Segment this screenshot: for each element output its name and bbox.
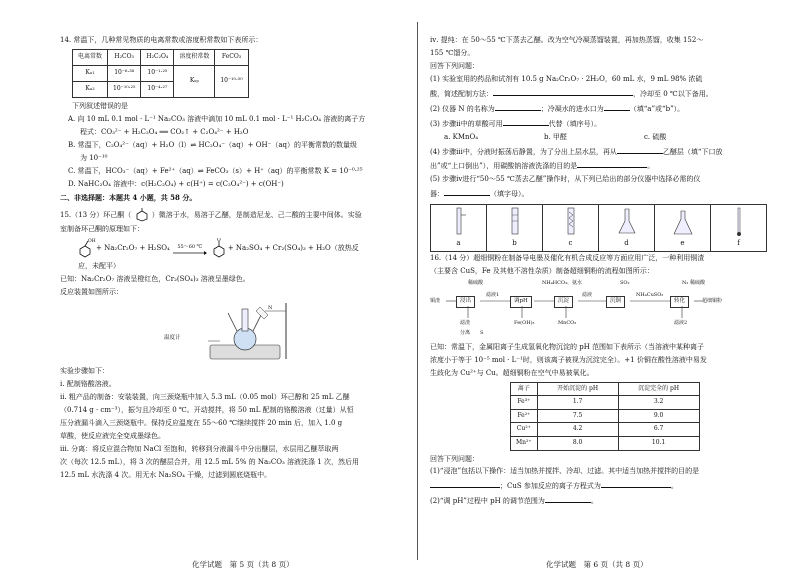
answer-blank[interactable] bbox=[617, 146, 663, 154]
question-4 bbox=[430, 146, 770, 158]
answer-blank[interactable] bbox=[577, 160, 647, 168]
table-cell: H₂CO₃ bbox=[108, 49, 141, 65]
step-3-cont: 12.5 mL 水洗涤 4 次。用无水 Na₂SO₄ 干燥，过滤到圆底烧瓶中。 bbox=[60, 470, 272, 479]
q-text: 代替（填序号）。 bbox=[548, 119, 602, 128]
q-text: （填“a”或“b”）。 bbox=[629, 104, 685, 113]
q-text: （填字母）。 bbox=[490, 190, 529, 199]
reaction-apparatus-icon bbox=[190, 301, 310, 363]
question-3-options bbox=[430, 133, 770, 143]
flow-label: 分离 bbox=[460, 330, 471, 337]
table-cell: Kₛₚ bbox=[174, 65, 215, 97]
flow-label: 铜渣 bbox=[430, 298, 441, 305]
flow-label: MnCO₃ bbox=[558, 320, 577, 327]
instrument-d bbox=[599, 205, 655, 251]
q16-known-cont: 浓度小于等于 10⁻⁵ mol · L⁻¹时，则该离子被视为沉淀完全）。+1 价铜在酸性溶液中易发 bbox=[430, 356, 707, 365]
q16-intro-cont: （主要含 CuS，Fe 及其他不溶性杂质）制备超细铜粉的流程如图所示： bbox=[430, 267, 654, 276]
q15-intro-part: 15.（13 分）环己酮（ bbox=[60, 211, 132, 220]
option-a: A. 向 10 mL 0.1 mol · L⁻¹ Na₂CO₃ 溶液中滴加 10 mL 0.1 mol · L⁻¹ H₂C₂O₄ 溶液的离子方 bbox=[68, 114, 366, 123]
q14-table bbox=[72, 49, 249, 98]
cyclohexanone-product-icon bbox=[210, 238, 228, 260]
svg-text:N: N bbox=[268, 305, 273, 312]
question-5-cont bbox=[430, 188, 770, 200]
flow-label: 滤渣 bbox=[460, 320, 471, 327]
thermometer-label: 温度计 bbox=[164, 335, 181, 342]
table-cell: 10⁻¹⁰·⁵⁰ bbox=[215, 65, 248, 97]
option: c. 硫酸 bbox=[644, 132, 667, 141]
q16-answer-heading: 回答下列问题： bbox=[430, 454, 479, 463]
q16-question-1-cont bbox=[430, 480, 770, 492]
option-a-cont: 程式：CO₃²⁻ + H₂C₂O₄ ══ CO₂↑ + C₂O₄²⁻ + H₂O bbox=[80, 127, 249, 136]
reaction-equation bbox=[74, 238, 400, 260]
step-2-cont: 压分液漏斗滴入三颈烧瓶中。保持反应温度在 55～60 ℃继续搅拌 20 min 后，加入 1.0 g bbox=[60, 418, 343, 427]
instrument-label: a bbox=[456, 239, 461, 248]
column-icon bbox=[506, 207, 524, 237]
instrument-c bbox=[543, 205, 599, 251]
instrument-a bbox=[431, 205, 487, 251]
answer-blank[interactable] bbox=[503, 118, 549, 126]
table-cell: 10⁻¹·²⁵ bbox=[141, 65, 174, 81]
q-text: ；CuS 参加反应的离子方程式为 bbox=[500, 482, 601, 491]
instrument-label: e bbox=[680, 239, 685, 248]
table-row bbox=[511, 409, 700, 423]
answer-blank[interactable] bbox=[545, 495, 591, 503]
q-text: (2) 仪器 N 的名称为 bbox=[430, 104, 495, 113]
q15-intro-cont: 室制备环己酮的原理如下： bbox=[60, 225, 144, 234]
instrument-label: c bbox=[568, 239, 573, 248]
arrow-icon bbox=[173, 251, 207, 255]
table-header: 沉淀完全的 pH bbox=[618, 382, 699, 396]
q-text: 出”或“上口倒出”），用碳酸钠溶液洗涤的目的是 bbox=[430, 162, 578, 171]
process-flowchart bbox=[430, 280, 770, 340]
table-cell: H₂C₂O₄ bbox=[141, 49, 174, 65]
q16-question-2 bbox=[430, 495, 770, 507]
flow-label: N₂ 稀硫酸 bbox=[682, 280, 705, 287]
q-text: 乙醚层（填“下口放 bbox=[662, 147, 723, 156]
table-cell: 9.0 bbox=[618, 409, 699, 423]
table-cell: 1.7 bbox=[537, 396, 618, 410]
q-text: ，冷却至 0 ℃以下备用。 bbox=[633, 89, 713, 98]
svg-text:OH: OH bbox=[88, 239, 96, 245]
question-1: (1) 实验室用的药品和试剂有 10.5 g Na₂Cr₂O₇ · 2H₂O，60 mL 水，9 mL 98% 浓硫 bbox=[430, 74, 703, 83]
known-info: 已知：Na₂Cr₂O₇ 溶液呈橙红色，Cr₂(SO₄)₃ 溶液呈墨绿色。 bbox=[60, 275, 250, 284]
q16-known: 已知：常温下，金属阳离子生成氢氧化物沉淀的 pH 范围如下表所示（当溶液中某种离子 bbox=[430, 343, 705, 352]
svg-text:O: O bbox=[216, 238, 221, 244]
question-1-cont bbox=[430, 88, 770, 100]
table-cell: 10.1 bbox=[618, 437, 699, 451]
setup-caption: 反应装置如图所示： bbox=[60, 288, 123, 297]
adapter-flask-icon bbox=[616, 207, 638, 237]
steps-heading: 实验步骤如下： bbox=[60, 367, 109, 376]
instrument-label: d bbox=[624, 239, 629, 248]
q16-known-cont: 生歧化为 Cu²⁺与 Cu。超细铜粉在空气中易被氧化。 bbox=[430, 369, 594, 377]
table-header: 开始沉淀的 pH bbox=[537, 382, 618, 396]
q-text: 。 bbox=[590, 497, 598, 506]
flow-label: 超细铜粉 bbox=[702, 298, 723, 305]
answer-blank[interactable] bbox=[444, 188, 490, 196]
reaction-arrow bbox=[173, 244, 207, 255]
table-cell: 7.5 bbox=[537, 409, 618, 423]
step-2-cont: 草酸，使反应液完全变成墨绿色。 bbox=[60, 431, 165, 440]
flow-step: 沉铜 bbox=[606, 296, 625, 308]
q16-intro: 16.（14 分）超细铜粉在制备导电墨及催化有机合成反应等方面应用广泛，一种利用铜渣 bbox=[430, 254, 705, 263]
answer-blank[interactable] bbox=[430, 480, 500, 488]
q15-intro bbox=[60, 208, 400, 222]
flow-step: 浸出 bbox=[456, 296, 475, 308]
q-text: (2)“调 pH”过程中 pH 的调节范围为 bbox=[430, 497, 545, 506]
reaction-note: 应，未配平） bbox=[78, 262, 120, 271]
step-3: ⅲ. 分离：将反应混合物加 NaCl 至饱和，转移到分液漏斗中分出醚层，水层用乙醚萃取两 bbox=[60, 444, 339, 453]
cyclohexanol-icon bbox=[74, 238, 96, 260]
q15-intro-part: ）微溶于水，易溶于乙醚，是制造尼龙、己二酸的主要中间体。实验 bbox=[151, 211, 362, 220]
apparatus-figure bbox=[164, 301, 310, 363]
condenser-icon bbox=[450, 207, 468, 237]
table-cell: 10⁻¹⁰·²⁵ bbox=[108, 81, 141, 97]
flow-step: 调pH bbox=[510, 296, 532, 308]
step-4: ⅳ. 提纯：在 50～55 ℃下蒸去乙醚。改为空气冷凝蒸馏装置，再加热蒸馏，收集 152～ bbox=[430, 36, 704, 44]
reaction-condition: 55～60 ℃ bbox=[177, 243, 203, 250]
q16-question-1: (1)“浸泡”包括以下操作：适当加热并搅拌、冷却、过滤。其中适当加热并搅拌的目的是 bbox=[430, 467, 700, 476]
option-c: C. 常温下，HCO₃⁻（aq）+ Fe²⁺（aq）⇌ FeCO₃（s）+ H⁺（aq）的平衡常数 K = 10⁻⁰·²⁵ bbox=[68, 166, 363, 175]
question-2 bbox=[430, 103, 770, 115]
table-cell: 溶度积常数 bbox=[174, 49, 215, 65]
flow-step: 沉淀 bbox=[554, 296, 573, 308]
instrument-b bbox=[487, 205, 543, 251]
step-2: ⅱ. 粗产品的制备：安装装置，向三颈烧瓶中加入 5.3 mL（0.05 mol）环己醇和 25 mL 乙醚 bbox=[60, 393, 350, 402]
table-cell: Kₐ₂ bbox=[73, 81, 108, 97]
q14-prompt: 下列叙述错误的是 bbox=[72, 101, 128, 110]
flow-label: 稀硫酸 bbox=[468, 280, 484, 287]
answer-blank[interactable] bbox=[493, 88, 563, 96]
q-text: ；冷凝水的进水口为 bbox=[540, 104, 604, 113]
step-3-cont: 次（每次 12.5 mL），将 3 次的醚层合并，用 12.5 mL 5% 的 Na₂CO₃ 溶液洗涤 1 次，然后用 bbox=[60, 457, 359, 466]
flow-label: Fe(OH)₃ bbox=[514, 320, 535, 327]
flow-label: 滤液1 bbox=[486, 292, 500, 299]
q-text: (4) 步骤ⅲ中，分液时振荡后静置，为了分出上层水层，再从 bbox=[430, 147, 617, 156]
table-row bbox=[511, 437, 700, 451]
flow-label: SO₂ bbox=[620, 280, 630, 287]
option-d: D. NaHC₂O₄ 溶液中：c(H₂C₂O₄) + c(H⁺) = c(C₂O₄²⁻) + c(OH⁻) bbox=[68, 179, 284, 188]
table-cell: 4.2 bbox=[537, 423, 618, 437]
conical-flask-icon bbox=[672, 207, 694, 237]
answer-blank[interactable] bbox=[604, 103, 630, 111]
q-text: (3) 步骤ⅱ中的草酸可用 bbox=[430, 119, 503, 128]
thermometer-icon bbox=[734, 207, 744, 237]
page-footer-left: 化学试题 第 5 页（共 8 页） bbox=[192, 560, 294, 569]
products-text: + Na₂SO₄ + Cr₂(SO₄)₃ + H₂O（放热反 bbox=[227, 244, 359, 253]
instrument-label: b bbox=[512, 239, 517, 248]
table-cell: Cu²⁺ bbox=[511, 423, 538, 437]
question-5: (5) 步骤ⅳ进行“50～55 ℃蒸去乙醚”操作时，从下列已给出的部分仪器中选择必需的仪 bbox=[430, 175, 701, 184]
table-cell: Mn²⁺ bbox=[511, 437, 538, 451]
q-text: 器： bbox=[430, 190, 444, 199]
q-text: 。 bbox=[647, 162, 655, 171]
answer-blank[interactable] bbox=[601, 480, 671, 488]
table-cell: Fe³⁺ bbox=[511, 396, 538, 410]
q14-stem: 14. 常温下，几种常见物质的电离常数或溶度积常数如下表所示： bbox=[60, 36, 263, 44]
answer-blank[interactable] bbox=[495, 103, 541, 111]
q-text: 。 bbox=[670, 482, 678, 491]
step-2-cont: （0.714 g · cm⁻³），振匀且冷却至 0 ℃。开动搅拌，将 50 mL 配制的铬酸溶液（过量）从恒 bbox=[60, 406, 354, 414]
flow-label: S bbox=[480, 330, 484, 337]
section-heading: 二、非选择题：本题共 4 小题，共 58 分。 bbox=[60, 192, 197, 202]
table-header: 离子 bbox=[511, 382, 538, 396]
option-b: B. 常温下，C₂O₄²⁻（aq）+ H₂O（l）⇌ HC₂O₄⁻（aq）+ OH⁻（aq）的平衡常数的数量级 bbox=[68, 140, 357, 149]
answer-blank[interactable] bbox=[563, 88, 633, 96]
option: b. 甲醛 bbox=[544, 132, 567, 141]
instrument-e bbox=[655, 205, 711, 251]
condenser-coil-icon bbox=[562, 207, 580, 237]
table-cell: 10⁻⁶·³⁸ bbox=[108, 65, 141, 81]
table-cell: Fe²⁺ bbox=[511, 409, 538, 423]
ph-table bbox=[510, 382, 700, 451]
flow-label: 滤液 bbox=[582, 292, 593, 299]
table-cell: 6.7 bbox=[618, 423, 699, 437]
option-b-cont: 为 10⁻¹⁰ bbox=[80, 153, 108, 162]
instrument-label: f bbox=[737, 239, 740, 248]
table-cell: FeCO₃ bbox=[215, 49, 248, 65]
table-row bbox=[511, 423, 700, 437]
column-divider bbox=[417, 22, 418, 560]
instrument-f bbox=[711, 205, 766, 251]
table-cell: 3.2 bbox=[618, 396, 699, 410]
table-cell: Kₐ₁ bbox=[73, 65, 108, 81]
cyclohexanone-icon bbox=[134, 208, 150, 222]
flow-label: NH₄CuSO₃ bbox=[636, 292, 664, 299]
step-1: ⅰ. 配制铬酸溶液。 bbox=[60, 380, 116, 389]
instrument-options bbox=[430, 204, 767, 252]
step-4-cont: 155 ℃馏分。 bbox=[430, 48, 475, 57]
table-cell: 电离常数 bbox=[73, 49, 108, 65]
table-row bbox=[511, 396, 700, 410]
flow-label: 滤液2 bbox=[674, 320, 688, 327]
table-cell: 8.0 bbox=[537, 437, 618, 451]
option: a. KMnO₄ bbox=[444, 132, 479, 141]
page-footer-right: 化学试题 第 6 页（共 8 页） bbox=[546, 560, 648, 569]
question-3 bbox=[430, 118, 770, 130]
answer-heading: 回答下列问题： bbox=[430, 61, 479, 70]
right-column bbox=[430, 36, 770, 510]
table-cell: 10⁻⁴·²⁷ bbox=[141, 81, 174, 97]
question-4-cont bbox=[430, 160, 770, 172]
flow-label: NH₄HCO₃、氨水 bbox=[542, 280, 583, 287]
left-column bbox=[60, 36, 400, 484]
flow-step: 转化 bbox=[670, 296, 689, 308]
reactants-text: + Na₂Cr₂O₇ + H₂SO₄ bbox=[96, 244, 170, 253]
q-text: 酸，简述配制方法： bbox=[430, 89, 493, 98]
